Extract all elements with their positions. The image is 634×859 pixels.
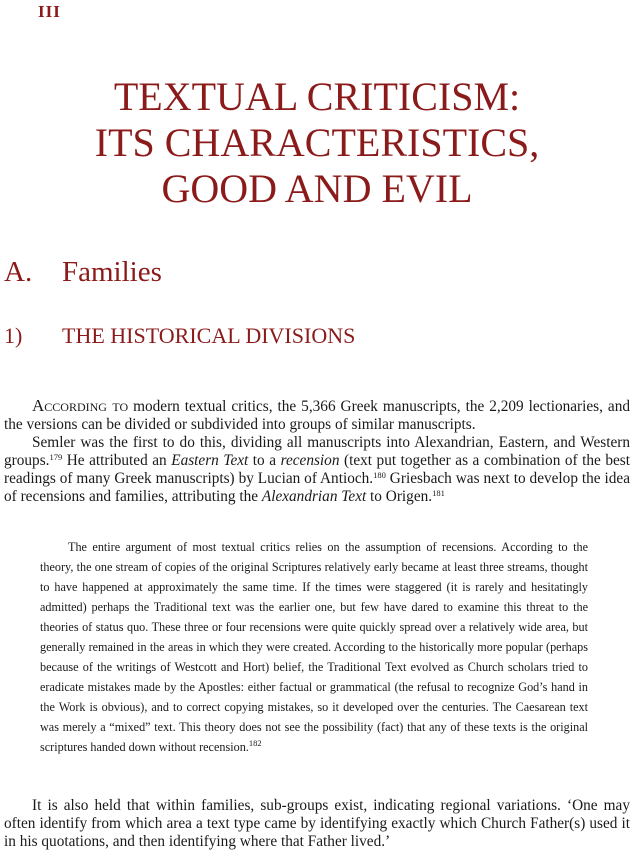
section-title: Families <box>62 256 162 288</box>
chapter-title-line: TEXTUAL CRITICISM: <box>113 74 521 119</box>
paragraph-2: Semler was the first to do this, dividing all manuscripts into Alexandrian, Eastern, and Western groups.$^{179}$ He attributed an Eastern Text to a recension (text put together as a combination of the best readings of many Greek manuscripts) by Lucian of Antioch.$^{180}$ Griesbach was next to develop the idea of recensions and families, attributing the Alexandrian Text to Origen.$^{181}$ <box>4 434 630 505</box>
footnote-ref: 181 <box>432 488 445 498</box>
footnote-ref: 179 <box>49 452 63 462</box>
footnote-ref: 182 <box>248 738 262 748</box>
chapter-title-line: GOOD AND EVIL <box>161 166 473 211</box>
subsection-title: THE HISTORICAL DIVISIONS <box>62 323 356 348</box>
paragraph-lead: According to <box>32 396 129 415</box>
chapter-title <box>0 74 634 212</box>
paragraph-3: It is also held that within families, sub-groups exist, indicating regional variations. ‘One may often identify from which area a text type came by identifying exactly which Church Father(s) used it in his quotations, and then identifying where that Father lived.’ <box>4 797 630 850</box>
body-paragraphs <box>4 397 630 506</box>
paragraph-1: According to modern textual critics, the 5,366 Greek manuscripts, the 2,209 lectionaries, and the versions can be divided or subdivided into groups of similar manuscripts. <box>4 396 631 433</box>
chapter-number: III <box>38 2 61 21</box>
subsection-heading <box>4 323 355 349</box>
block-quote: The entire argument of most textual critics relies on the assumption of recensions. According to the theory, the one stream of copies of the original Scriptures relatively early became at least three streams, thought to have happened at approximately the same time. If the times were staggered (it is rarely and hesitatingly admitted) perhaps the Traditional text was the earlier one, but few have dared to examine this threat to the theories of status quo. These three or four recensions were quite quickly spread over a relatively wide area, but generally remained in the areas in which they were created. According to the historically more popular (perhaps because of the writings of Westcott and Hort) belief, the Traditional Text evolved as Church scholars tried to eradicate mistakes made by the Apostles: either factual or grammatical (the refusal to recognize God’s hand in the Work is obvious), and to correct copying mistakes, so it developed over the centuries. The Caesarean text was merely a “mixed” text. This theory does not see the possibility (fact) that any of these texts is the original scriptures handed down without recension.$^{182}$ <box>40 540 588 754</box>
section-label: A. <box>4 256 33 288</box>
chapter-title-line: ITS CHARACTERISTICS, <box>94 120 540 165</box>
footnote-ref: 180 <box>373 470 386 480</box>
subsection-label: 1) <box>4 323 23 348</box>
section-heading <box>4 256 162 289</box>
